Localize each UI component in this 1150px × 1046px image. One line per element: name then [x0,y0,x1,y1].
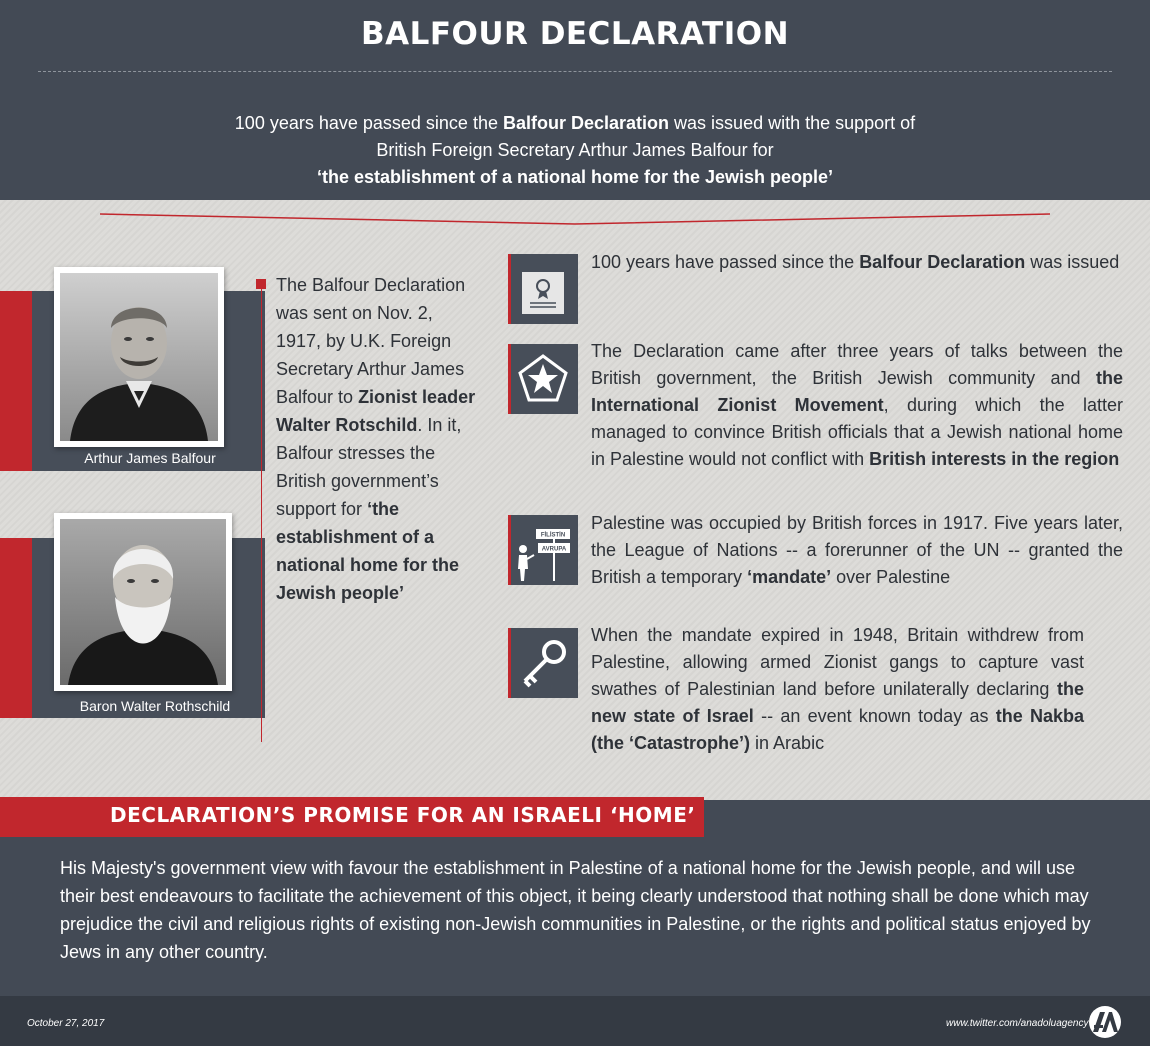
portrait-rothschild-icon [60,519,226,685]
portrait-balfour-icon [60,273,218,441]
svg-text:FİLİSTİN: FİLİSTİN [540,532,566,539]
signpost-icon-box [508,515,578,585]
promise-text: His Majesty's government view with favour the establishment in Palestine of a national home for the Jewish people, and will use their best endeavours to facilitate the achievement of this object, it being clearly understood that nothing shall be done which may prejudice the civil and religious rights of existing non-Jewish communities in Palestine, or the rights and political status enjoyed by Jews in any other country. [60,858,1091,962]
red-chevron-line [100,206,1050,226]
star-pentagon-icon [508,344,578,414]
item-text-4: When the mandate expired in 1948, Britain withdrew from Palestine, allowing armed Zionist gangs to capture vast swathes of Palestinian land before unilaterally declaring the new state of Israel -- an event known today as the Nakba (the ‘Catastrophe’) in Arabic [591,625,1084,753]
item-text-3: Palestine was occupied by British forces in 1917. Five years later, the League of Nations -- a forerunner of the UN -- granted the British a temporary ‘mandate’ over Palestine [591,513,1123,587]
caption-rothschild: Baron Walter Rothschild [79,698,231,714]
certificate-icon [508,254,578,324]
page-title: BALFOUR DECLARATION [360,16,790,52]
timeline-line [261,280,262,742]
title-divider [38,71,1112,72]
left-description: The Balfour Declaration was sent on Nov. 2, 1917, by U.K. Foreign Secretary Arthur James Balfour to Zionist leader Walter Rotschild. In it, Balfour stresses the British government’s support for ‘the establishment of a national home for the Jewish people’ [276,275,476,603]
caption-balfour: Arthur James Balfour [84,450,216,466]
star-icon-box [508,344,578,414]
signpost-icon [508,515,578,585]
key-icon [508,628,578,698]
promise-title: DECLARATION’S PROMISE FOR AN ISRAELI ‘HOME’ [110,803,696,827]
item-text-2: The Declaration came after three years of talks between the British government, the British Jewish community and the International Zionist Movement, during which the latter managed to convince British officials that a Jewish national home in Palestine would not conflict with British interests in the region [591,341,1123,469]
timeline-marker [256,279,266,289]
photo-balfour [54,267,224,447]
certificate-icon-box [508,254,578,324]
photo-rothschild [54,513,232,691]
intro-text: 100 years have passed since the Balfour Declaration was issued with the support of British Foreign Secretary Arthur James Balfour for ‘the establishment of a national home for the Jewish people’ [234,113,916,187]
item-text-1: 100 years have passed since the Balfour Declaration was issued [591,252,1120,272]
anadolu-agency-logo-icon [1088,1005,1122,1039]
key-icon-box [508,628,578,698]
footer-twitter-link[interactable]: www.twitter.com/anadoluagency [946,1018,1089,1029]
svg-text:AVRUPA: AVRUPA [541,546,567,553]
footer-date: October 27, 2017 [27,1018,105,1029]
